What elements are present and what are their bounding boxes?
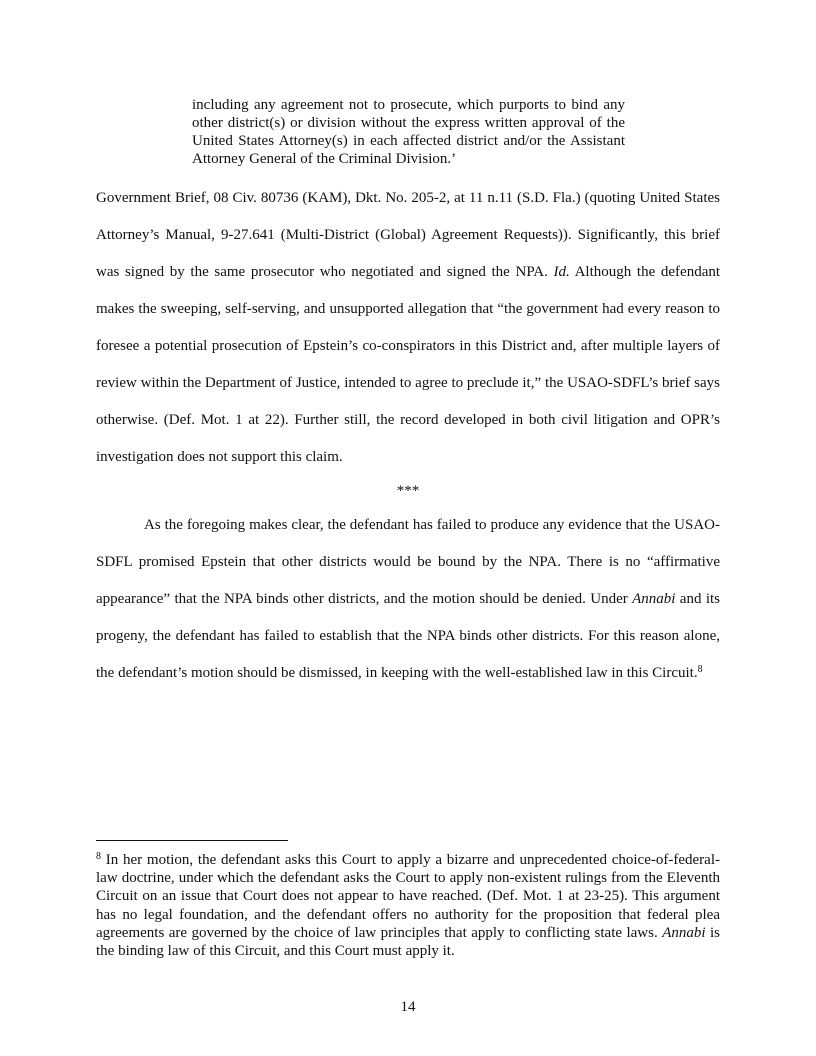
footnote-reference[interactable]: 8 <box>697 664 703 675</box>
footnote-divider <box>96 840 288 841</box>
page-number: 14 <box>400 999 416 1015</box>
paragraph-1-text-start: Government Brief, 08 Civ. 80736 (KAM), Dkt. No. 205-2, at 11 n.11 (S.D. Fla.) (quoting United States Attorney’s Manual, 9-27.641 (Multi-District (Global) Agreement Requests)). Significantly, this brief was signed by the same prosecutor who negotiated and signed the NPA. <box>96 190 720 280</box>
paragraph-2-text-end: and its progeny, the defendant has failed to establish that the NPA binds other districts. For this reason alone, the defendant’s motion should be dismissed, in keeping with the well-established law in this Circuit. <box>96 591 720 681</box>
body-paragraph-2 <box>96 507 720 692</box>
section-separator: *** <box>396 483 420 499</box>
paragraph-2-text-start: As the foregoing makes clear, the defendant has failed to produce any evidence that the USAO-SDFL promised Epstein that other districts would be bound by the NPA. There is no “affirmative appearance” that the NPA binds other districts, and the motion should be denied. Under <box>96 517 720 607</box>
block-quote: including any agreement not to prosecute, which purports to bind any other district(s) or division without the express written approval of the United States Attorney(s) in each affected district and/or the Assistant Attorney General of the Criminal Division.’ <box>192 97 625 167</box>
body-paragraph-1 <box>96 180 720 476</box>
footnote-text-start: In her motion, the defendant asks this Court to apply a bizarre and unprecedented choice-of-federal-law doctrine, under which the defendant asks the Court to apply non-existent rulings from the Eleventh Circuit on an issue that Court does not appear to have reached. (Def. Mot. 1 at 23-25). This argument has no legal foundation, and the defendant offers no authority for the proposition that federal plea agreements are governed by the choice of law principles that apply to conflicting state laws. <box>96 852 720 941</box>
footnote-number: 8 <box>96 851 101 862</box>
footnote-case-name-annabi: Annabi <box>662 924 706 941</box>
footnote-text-end: is the binding law of this Circuit, and this Court must apply it. <box>96 924 720 960</box>
paragraph-1-text-end: Although the defendant makes the sweeping, self-serving, and unsupported allegation that “the government had every reason to foresee a potential prosecution of Epstein’s co-conspirators in this District and, after multiple layers of review within the Department of Justice, intended to agree to preclude it,” the USAO-SDFL’s brief says otherwise. (Def. Mot. 1 at 22). Further still, the record developed in both civil litigation and OPR’s investigation does not support this claim. <box>96 264 721 465</box>
footnote-8 <box>96 851 720 960</box>
id-citation: Id. <box>553 264 570 280</box>
case-name-annabi: Annabi <box>632 591 676 607</box>
